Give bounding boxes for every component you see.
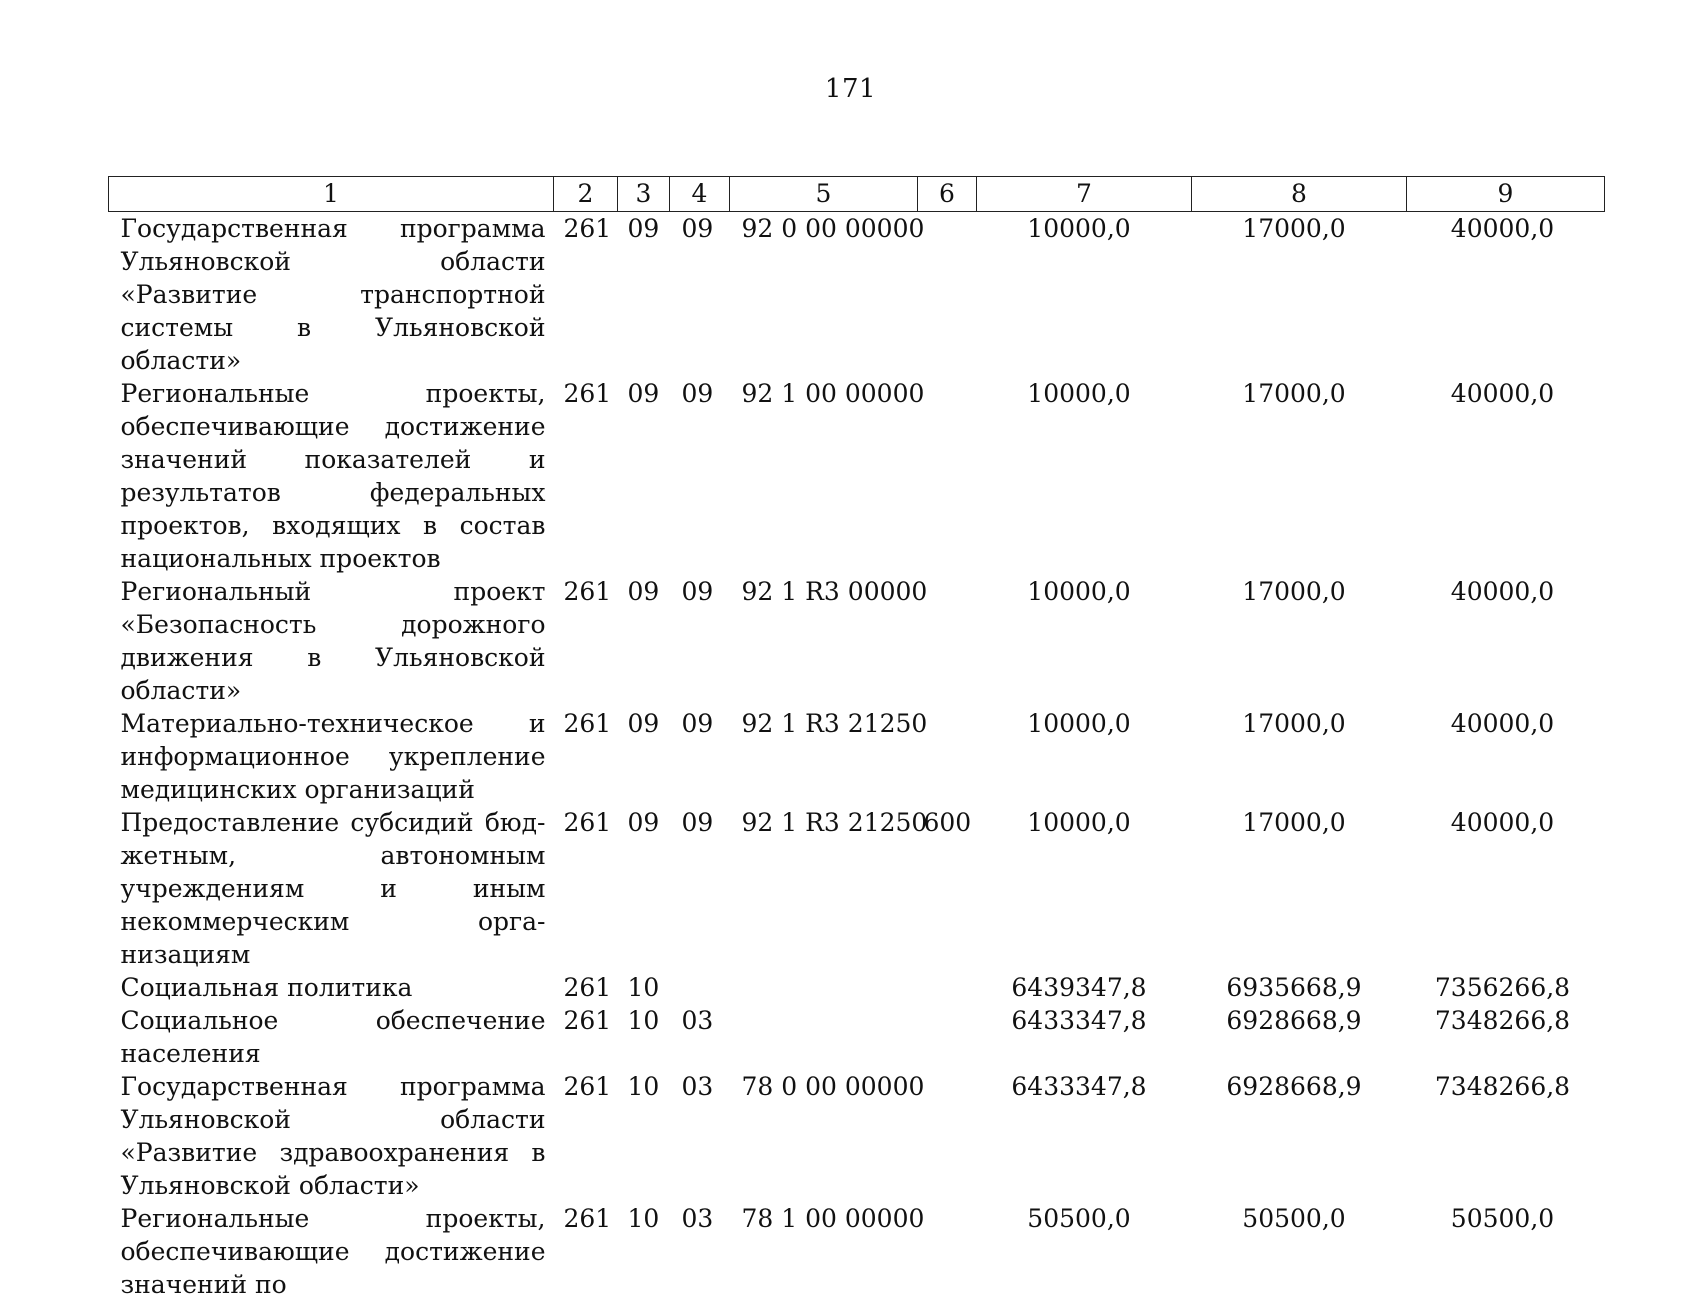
row-col4-cell: 03 bbox=[670, 1004, 730, 1070]
row-col9-cell: 40000,0 bbox=[1407, 377, 1605, 575]
row-col4-cell: 09 bbox=[670, 377, 730, 575]
row-col2-cell: 261 bbox=[554, 212, 618, 378]
table-row bbox=[109, 1004, 1605, 1070]
row-col2-cell: 261 bbox=[554, 377, 618, 575]
row-col7-cell: 10000,0 bbox=[977, 707, 1192, 806]
table-row bbox=[109, 1202, 1605, 1301]
row-col2-cell: 261 bbox=[554, 707, 618, 806]
row-col7-cell: 6433347,8 bbox=[977, 1070, 1192, 1202]
row-col2-cell: 261 bbox=[554, 971, 618, 1004]
column-header-6: 6 bbox=[918, 177, 977, 212]
table-header-row bbox=[109, 177, 1605, 212]
table-row bbox=[109, 806, 1605, 971]
row-col3-cell: 10 bbox=[618, 1202, 670, 1301]
row-col3-cell: 09 bbox=[618, 575, 670, 707]
row-name-cell: Государственная программа Ульяновской области «Развитие здравоохранения в Ульяновской области» bbox=[109, 1070, 554, 1202]
row-col5-cell bbox=[730, 971, 918, 1004]
table-body bbox=[109, 212, 1605, 1301]
row-col7-cell: 6439347,8 bbox=[977, 971, 1192, 1004]
table-row bbox=[109, 575, 1605, 707]
row-col5-cell bbox=[730, 1004, 918, 1070]
row-col8-cell: 6928668,9 bbox=[1192, 1004, 1407, 1070]
row-col8-cell: 6935668,9 bbox=[1192, 971, 1407, 1004]
column-header-1: 1 bbox=[109, 177, 554, 212]
row-col8-cell: 17000,0 bbox=[1192, 212, 1407, 378]
row-col3-cell: 10 bbox=[618, 1004, 670, 1070]
row-col4-cell: 09 bbox=[670, 212, 730, 378]
row-col8-cell: 50500,0 bbox=[1192, 1202, 1407, 1301]
column-header-8: 8 bbox=[1192, 177, 1407, 212]
row-col9-cell: 40000,0 bbox=[1407, 707, 1605, 806]
row-col5-cell: 92 1 R3 21250 bbox=[730, 806, 918, 971]
row-col5-cell: 78 1 00 00000 bbox=[730, 1202, 918, 1301]
table-row bbox=[109, 377, 1605, 575]
row-name-cell: Социальное обеспечение населения bbox=[109, 1004, 554, 1070]
row-col8-cell: 17000,0 bbox=[1192, 707, 1407, 806]
row-col5-cell: 92 1 00 00000 bbox=[730, 377, 918, 575]
row-name-cell: Государственная программа Ульяновской области «Развитие транспортной системы в Ульяновской области» bbox=[109, 212, 554, 378]
row-col3-cell: 10 bbox=[618, 971, 670, 1004]
row-col9-cell: 40000,0 bbox=[1407, 806, 1605, 971]
row-col7-cell: 10000,0 bbox=[977, 806, 1192, 971]
row-col8-cell: 17000,0 bbox=[1192, 575, 1407, 707]
row-col3-cell: 09 bbox=[618, 377, 670, 575]
row-col9-cell: 7348266,8 bbox=[1407, 1070, 1605, 1202]
row-col2-cell: 261 bbox=[554, 1070, 618, 1202]
row-name-cell: Региональный проект «Безопасность дорожного движения в Ульяновской области» bbox=[109, 575, 554, 707]
row-col3-cell: 09 bbox=[618, 707, 670, 806]
row-col4-cell: 09 bbox=[670, 707, 730, 806]
row-col6-cell bbox=[918, 212, 977, 378]
row-col8-cell: 17000,0 bbox=[1192, 377, 1407, 575]
row-col2-cell: 261 bbox=[554, 1202, 618, 1301]
row-col9-cell: 40000,0 bbox=[1407, 575, 1605, 707]
row-col4-cell bbox=[670, 971, 730, 1004]
row-col2-cell: 261 bbox=[554, 1004, 618, 1070]
table-row bbox=[109, 707, 1605, 806]
row-col5-cell: 92 1 R3 21250 bbox=[730, 707, 918, 806]
row-col7-cell: 10000,0 bbox=[977, 575, 1192, 707]
row-col4-cell: 09 bbox=[670, 575, 730, 707]
row-col7-cell: 10000,0 bbox=[977, 212, 1192, 378]
row-name-cell: Материально-техническое и информационное укрепление медицинских организаций bbox=[109, 707, 554, 806]
row-col7-cell: 50500,0 bbox=[977, 1202, 1192, 1301]
column-header-2: 2 bbox=[554, 177, 618, 212]
row-col8-cell: 6928668,9 bbox=[1192, 1070, 1407, 1202]
row-col9-cell: 50500,0 bbox=[1407, 1202, 1605, 1301]
row-col5-cell: 78 0 00 00000 bbox=[730, 1070, 918, 1202]
row-col9-cell: 40000,0 bbox=[1407, 212, 1605, 378]
row-col6-cell: 600 bbox=[918, 806, 977, 971]
row-name-cell: Предоставление субсидий бюджетным, автономным учреждениям и иным некоммерческим организациям bbox=[109, 806, 554, 971]
row-col5-cell: 92 1 R3 00000 bbox=[730, 575, 918, 707]
column-header-9: 9 bbox=[1407, 177, 1605, 212]
budget-table bbox=[108, 176, 1605, 1301]
page-number: 171 bbox=[0, 74, 1701, 104]
row-col3-cell: 10 bbox=[618, 1070, 670, 1202]
table-row bbox=[109, 971, 1605, 1004]
table-row bbox=[109, 212, 1605, 378]
column-header-5: 5 bbox=[730, 177, 918, 212]
column-header-4: 4 bbox=[670, 177, 730, 212]
row-col7-cell: 6433347,8 bbox=[977, 1004, 1192, 1070]
column-header-3: 3 bbox=[618, 177, 670, 212]
row-col6-cell bbox=[918, 1004, 977, 1070]
row-col9-cell: 7356266,8 bbox=[1407, 971, 1605, 1004]
row-col6-cell bbox=[918, 971, 977, 1004]
row-col9-cell: 7348266,8 bbox=[1407, 1004, 1605, 1070]
row-name-cell: Региональные проекты, обеспечивающие достижение значений по bbox=[109, 1202, 554, 1301]
row-col8-cell: 17000,0 bbox=[1192, 806, 1407, 971]
row-col3-cell: 09 bbox=[618, 212, 670, 378]
row-col7-cell: 10000,0 bbox=[977, 377, 1192, 575]
row-col6-cell bbox=[918, 1070, 977, 1202]
row-col4-cell: 03 bbox=[670, 1202, 730, 1301]
row-col2-cell: 261 bbox=[554, 806, 618, 971]
row-name-cell: Региональные проекты, обеспечивающие достижение значений показателей и результатов федеральных проектов, входящих в состав национальных проектов bbox=[109, 377, 554, 575]
row-col4-cell: 03 bbox=[670, 1070, 730, 1202]
column-header-7: 7 bbox=[977, 177, 1192, 212]
table-row bbox=[109, 1070, 1605, 1202]
row-col5-cell: 92 0 00 00000 bbox=[730, 212, 918, 378]
row-col6-cell bbox=[918, 377, 977, 575]
row-col2-cell: 261 bbox=[554, 575, 618, 707]
row-col4-cell: 09 bbox=[670, 806, 730, 971]
row-col3-cell: 09 bbox=[618, 806, 670, 971]
row-col6-cell bbox=[918, 1202, 977, 1301]
row-name-cell: Социальная политика bbox=[109, 971, 554, 1004]
